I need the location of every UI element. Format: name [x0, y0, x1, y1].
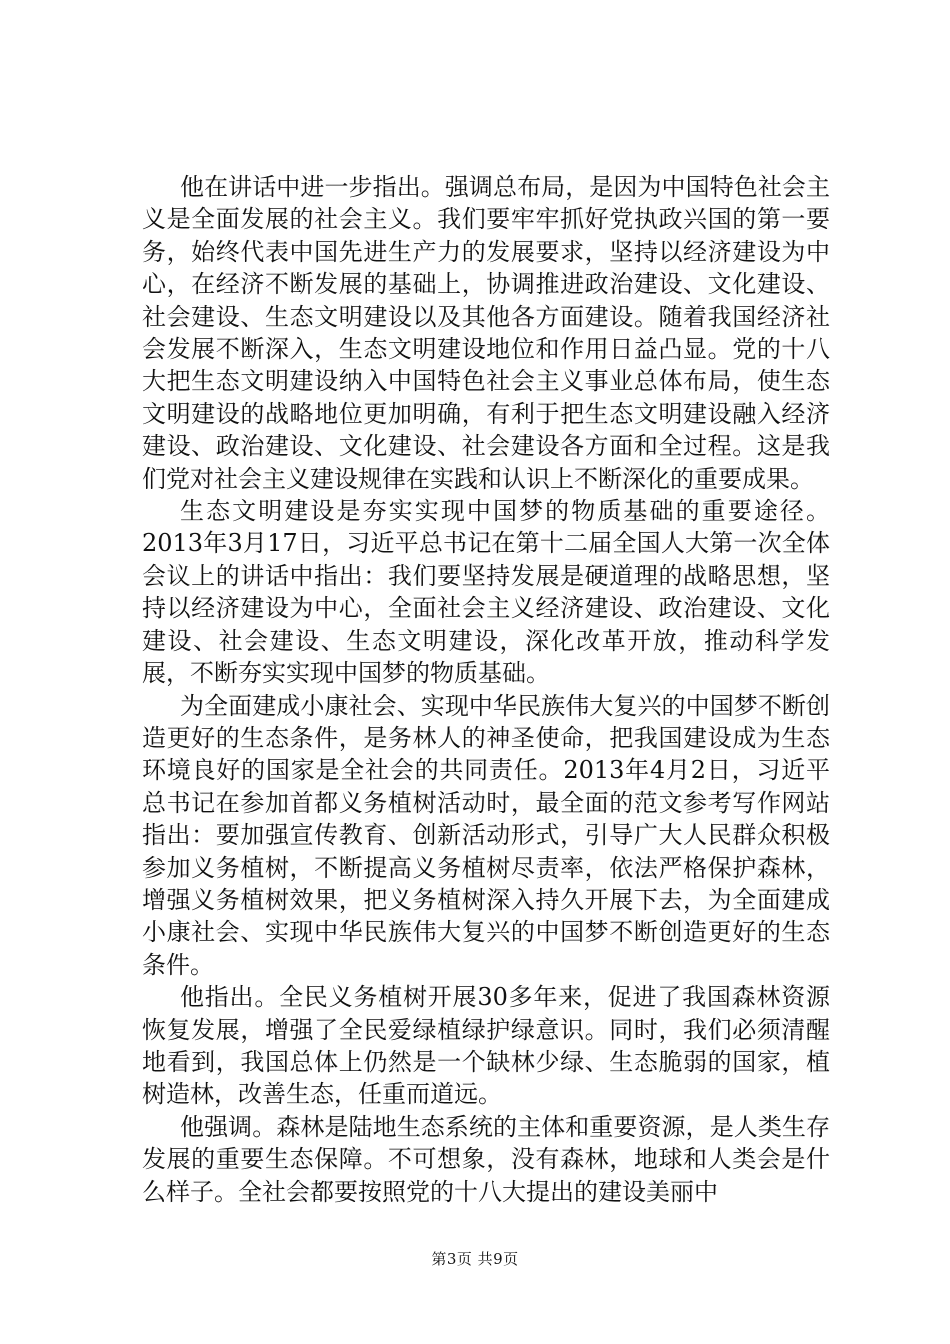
paragraph-3: 为全面建成小康社会、实现中华民族伟大复兴的中国梦不断创造更好的生态条件，是务林人的神圣使命，把我国建设成为生态环境良好的国家是全社会的共同责任。2013年4月2日，习近平总书记在参加首都义务植树活动时，最全面的范文参考写作网站指出：要加强宣传教育、创新活动形式，引导广大人民群众积极参加义务植树，不断提高义务植树尽责率，依法严格保护森林，增强义务植树效果，把义务植树深入持久开展下去，为全面建成小康社会、实现中华民族伟大复兴的中国梦不断创造更好的生态条件。 — [142, 691, 830, 979]
paragraph-5: 他强调。森林是陆地生态系统的主体和重要资源，是人类生存发展的重要生态保障。不可想象，没有森林，地球和人类会是什么样子。全社会都要按照党的十八大提出的建设美丽中 — [142, 1112, 830, 1206]
paragraph-4: 他指出。全民义务植树开展30多年来，促进了我国森林资源恢复发展，增强了全民爱绿植绿护绿意识。同时，我们必须清醒地看到，我国总体上仍然是一个缺林少绿、生态脆弱的国家，植树造林，改善生态，任重而道远。 — [142, 983, 830, 1109]
paragraph-2: 生态文明建设是夯实实现中国梦的物质基础的重要途径。2013年3月17日，习近平总书记在第十二届全国人大第一次全体会议上的讲话中指出：我们要坚持发展是硬道理的战略思想，坚持以经济建设为中心，全面社会主义经济建设、政治建设、文化建设、社会建设、生态文明建设，深化改革开放，推动科学发展，不断夯实实现中国梦的物质基础。 — [142, 497, 830, 688]
paragraph-1: 他在讲话中进一步指出。强调总布局，是因为中国特色社会主义是全面发展的社会主义。我们要牢牢抓好党执政兴国的第一要务，始终代表中国先进生产力的发展要求，坚持以经济建设为中心，在经济不断发展的基础上，协调推进政治建设、文化建设、社会建设、生态文明建设以及其他各方面建设。随着我国经济社会发展不断深入，生态文明建设地位和作用日益凸显。党的十八大把生态文明建设纳入中国特色社会主义事业总体布局，使生态文明建设的战略地位更加明确，有利于把生态文明建设融入经济建设、政治建设、文化建设、社会建设各方面和全过程。这是我们党对社会主义建设规律在实践和认识上不断深化的重要成果。 — [142, 173, 830, 493]
document-body — [142, 171, 830, 1208]
page-footer: 第3页 共9页 — [431, 1250, 519, 1268]
